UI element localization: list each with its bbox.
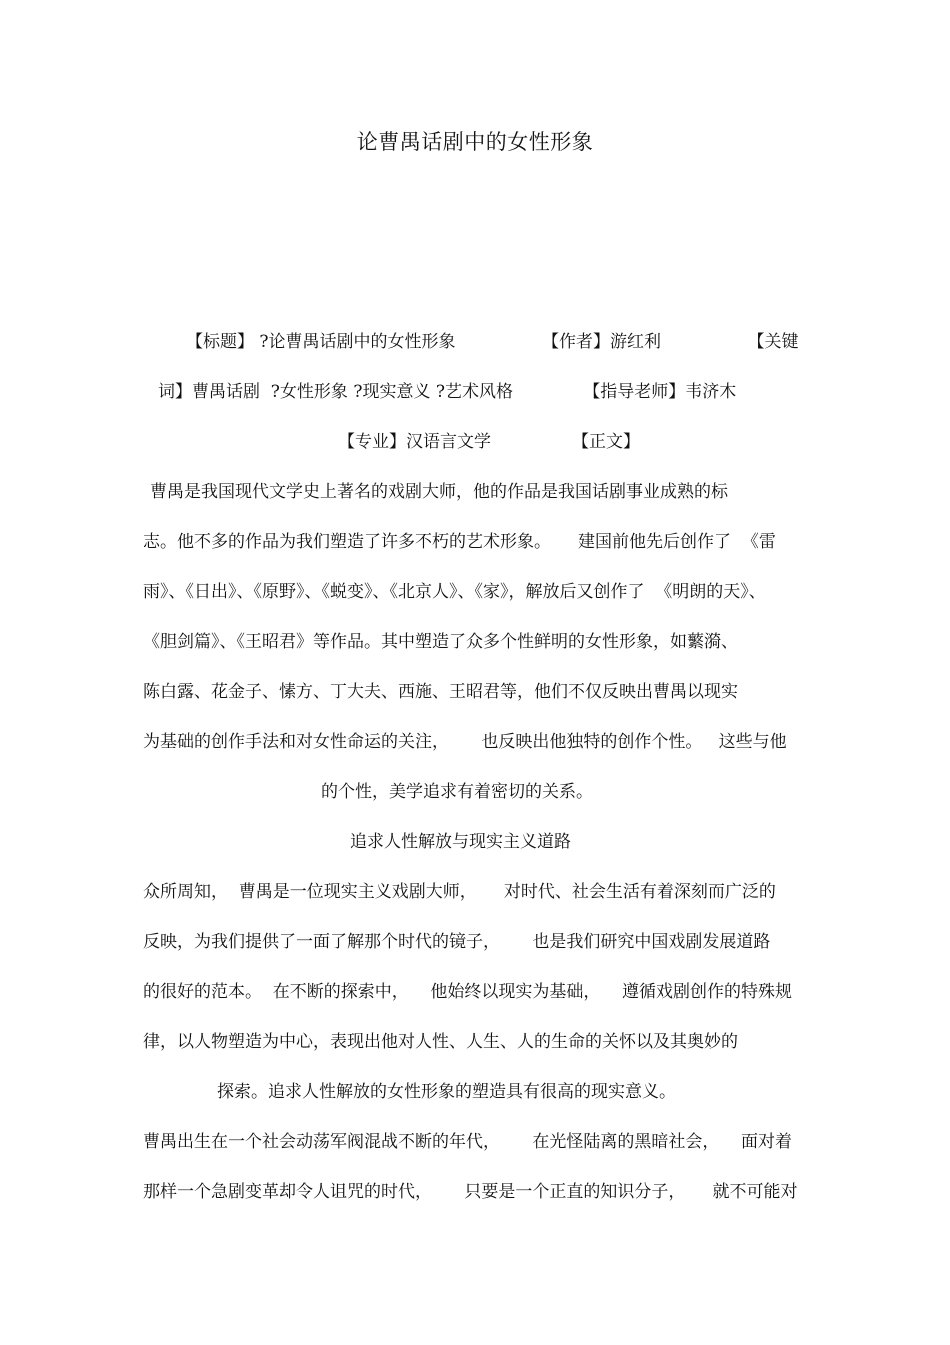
meta-line-2: 词】曹禺话剧 ?女性形象 ?现实意义 ?艺术风格 【指导老师】韦济木: [158, 382, 737, 402]
body-line: 曹禺出生在一个社会动荡军阀混战不断的年代， 在光怪陆离的黑暗社会， 面对着: [143, 1132, 793, 1152]
body-line: 陈白露、花金子、愫方、丁大夫、西施、王昭君等，他们不仅反映出曹禺以现实: [143, 682, 738, 702]
body-line: 探索。追求人性解放的女性形象的塑造具有很高的现实意义。: [217, 1082, 676, 1102]
body-line: 反映，为我们提供了一面了解那个时代的镜子， 也是我们研究中国戏剧发展道路: [143, 932, 771, 952]
body-line: 雨》、《日出》、《原野》、《蜕变》、《北京人》、《家》，解放后又创作了 《明朗的天》、: [143, 582, 766, 602]
body-line: 律，以人物塑造为中心，表现出他对人性、人生、人的生命的关怀以及其奥妙的: [143, 1032, 738, 1052]
meta-line-1: 【标题】 ?论曹禺话剧中的女性形象 【作者】游红利 【关键: [186, 332, 799, 352]
body-line: 为基础的创作手法和对女性命运的关注， 也反映出他独特的创作个性。 这些与他: [143, 732, 787, 752]
body-line: 《胆剑篇》、《王昭君》等作品。其中塑造了众多个性鲜明的女性形象，如蘩漪、: [143, 632, 738, 652]
document-title: 论曹禺话剧中的女性形象: [356, 130, 594, 154]
body-line: 的个性，美学追求有着密切的关系。: [321, 782, 593, 802]
body-line: 众所周知， 曹禺是一位现实主义戏剧大师， 对时代、社会生活有着深刻而广泛的: [143, 882, 776, 902]
section-heading: 追求人性解放与现实主义道路: [350, 832, 571, 852]
body-line: 的很好的范本。 在不断的探索中， 他始终以现实为基础， 遵循戏剧创作的特殊规: [143, 982, 793, 1002]
body-line: 曹禺是我国现代文学史上著名的戏剧大师，他的作品是我国话剧事业成熟的标: [150, 482, 728, 502]
body-line: 那样一个急剧变革却令人诅咒的时代， 只要是一个正直的知识分子， 就不可能对: [143, 1182, 798, 1202]
meta-line-3: 【专业】汉语言文学 【正文】: [338, 432, 641, 452]
body-line: 志。他不多的作品为我们塑造了许多不朽的艺术形象。 建国前他先后创作了 《雷: [143, 532, 776, 552]
